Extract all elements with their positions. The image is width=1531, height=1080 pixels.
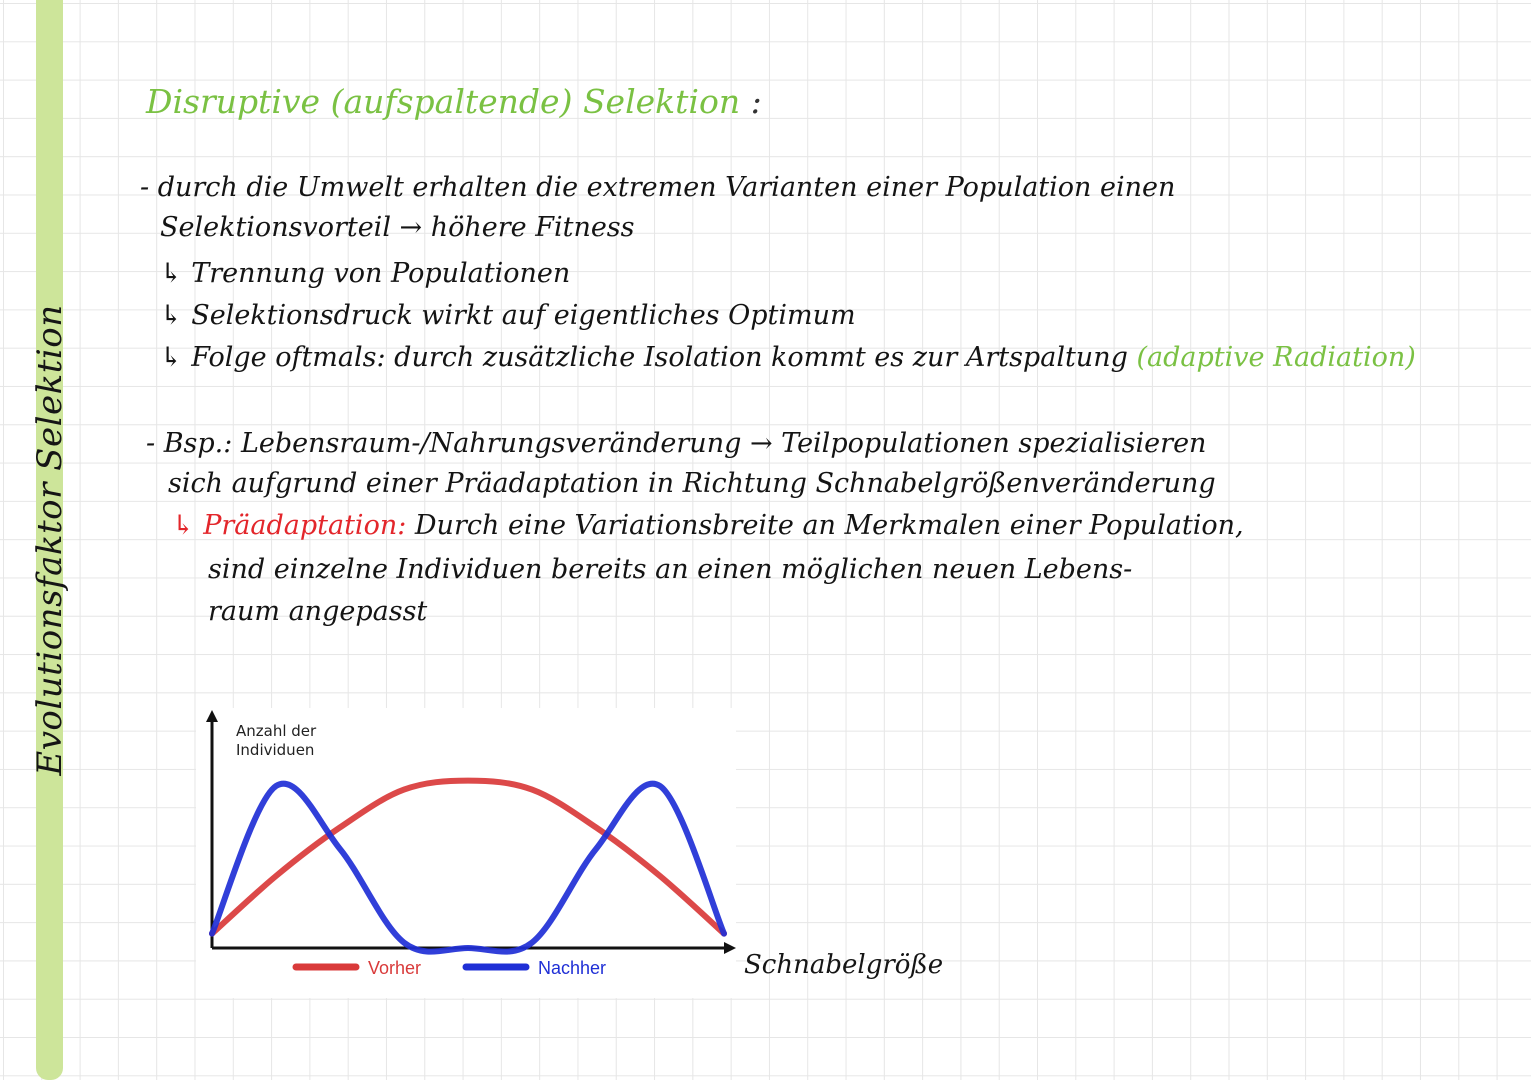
page-title — [146, 82, 762, 121]
x-axis-label: Schnabelgröße — [744, 950, 944, 980]
selection-chart — [196, 708, 736, 998]
heading-text: Disruptive (aufspaltende) Selektion — [146, 82, 741, 121]
text-line-6: - Bsp.: Lebensraum-/Nahrungsveränderung → Teilpopulationen spezialisieren — [146, 428, 1207, 459]
y-axis-label: Anzahl der Individuen — [236, 722, 317, 759]
x-axis-arrow — [724, 942, 736, 954]
text-line-1: - durch die Umwelt erhalten die extremen Varianten einer Population einen — [140, 172, 1176, 203]
text-line-10: raum angepasst — [208, 596, 428, 627]
text-line-8 — [172, 510, 1244, 541]
text-line-8-rest: Durch eine Variationsbreite an Merkmalen einer Population, — [414, 510, 1244, 541]
text-line-5 — [160, 342, 1416, 373]
text-line-5-main: ↳ Folge oftmals: durch zusätzliche Isolation kommt es zur Artspaltung — [160, 342, 1128, 373]
praeadaptation-term: ↳ Präadaptation: — [172, 510, 407, 541]
heading-colon: : — [750, 82, 762, 121]
text-line-3: ↳ Trennung von Populationen — [160, 258, 571, 289]
text-line-7: sich aufgrund einer Präadaptation in Richtung Schnabelgrößenveränderung — [168, 468, 1216, 499]
text-line-4: ↳ Selektionsdruck wirkt auf eigentliches Optimum — [160, 300, 856, 331]
legend-label-vorher: Vorher — [368, 958, 422, 978]
chart-svg — [196, 708, 736, 998]
text-line-2: Selektionsvorteil → höhere Fitness — [160, 212, 635, 243]
legend-label-nachher: Nachher — [538, 958, 607, 978]
adaptive-radiation-note: (adaptive Radiation) — [1136, 342, 1416, 373]
series-line-vorher — [212, 781, 724, 934]
y-axis-arrow — [206, 710, 218, 722]
text-line-9: sind einzelne Individuen bereits an einen möglichen neuen Lebens- — [208, 554, 1133, 585]
side-title: Evolutionsfaktor Selektion — [30, 304, 70, 776]
